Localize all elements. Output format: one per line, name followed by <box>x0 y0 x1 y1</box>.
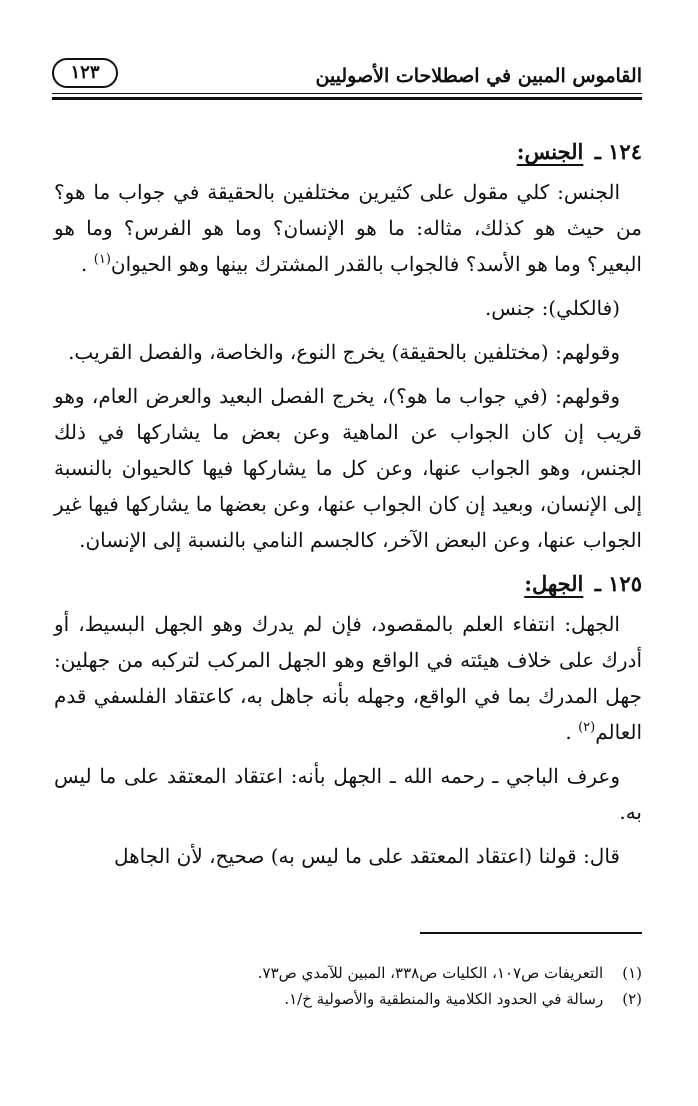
header-rule-thick <box>52 97 642 100</box>
paragraph: وقولهم: (في جواب ما هو؟)، يخرج الفصل البعيد والعرض العام، وهو قريب إن كان الجواب عن الماهية وعن بعض ما يشاركها في ذلك الجنس، وهو الجواب عنها، وعن كل ما يشاركها فيها كالحيوان بالنسبة إلى الإنسان، وبعيد إن كان الجواب عنها، وعن بعضها ما يشاركها فيها غير الجواب عنها، وعن البعض الآخر، كالجسم النامي بالنسبة إلى الإنسان. <box>54 384 642 552</box>
running-header <box>52 48 642 100</box>
running-title: القاموس المبين في اصطلاحات الأصوليين <box>315 65 642 87</box>
entry-heading-jahl <box>54 566 642 602</box>
footnote <box>54 960 642 986</box>
definition-paragraph: الجهل: انتفاء العلم بالمقصود، فإن لم يدرك وهو الجهل البسيط، أو أدرك على خلاف هيئته في الواقع وهو الجهل المركب لتركبه من جهلين: جهل المدرك بما في الواقع، وجهله بأنه جاهل به، كاعتقاد الفلسفي قدم العالم$^{(٢)}$ . <box>54 612 642 744</box>
entry-term: الجهل: <box>524 571 584 596</box>
paragraph: وعرف الباجي ـ رحمه الله ـ الجهل بأنه: اعتقاد المعتقد على ما ليس به. <box>54 764 642 824</box>
page-number-badge <box>52 58 118 88</box>
paragraph-text: الجهل: انتفاء العلم بالمقصود، فإن لم يدرك وهو الجهل البسيط، أو أدرك على خلاف هيئته في الواقع وهو الجهل المركب لتركبه من جهلين: جهل المدرك بما في الواقع، وجهله بأنه جاهل به، كاعتقاد الفلسفي قدم العالم <box>54 612 642 744</box>
footnote-marker: (١) <box>93 252 111 267</box>
page-number: ١٢٣ <box>70 62 100 83</box>
footnotes <box>54 960 642 1012</box>
entry-heading-jins <box>54 134 642 170</box>
footnote-text: رسالة في الحدود الكلامية والمنطقية والأصولية خ/١. <box>284 990 604 1008</box>
paragraph: وقولهم: (مختلفين بالحقيقة) يخرج النوع، والخاصة، والفصل القريب. <box>68 340 620 364</box>
entry-number: ١٢٥ ـ <box>594 571 642 596</box>
header-rule-thin <box>52 93 642 94</box>
page-content <box>54 134 642 882</box>
footnote-separator <box>420 932 642 934</box>
footnote-text: التعريفات ص١٠٧، الكليات ص٣٣٨، المبين للآمدي ص٧٣. <box>257 964 604 982</box>
paragraph-text: الجنس: كلي مقول على كثيرين مختلفين بالحقيقة في جواب ما هو؟ من حيث هو كذلك، مثاله: ما هو الإنسان؟ وما هو الفرس؟ وما هو البعير؟ وما هو الأسد؟ فالجواب بالقدر المشترك بينها وهو الحيوان <box>54 180 642 276</box>
paragraph: (فالكلي): جنس. <box>484 296 620 320</box>
entry-number: ١٢٤ ـ <box>594 139 642 164</box>
footnote-marker: (٢) <box>578 720 596 735</box>
footnote-number: (٢) <box>622 990 642 1008</box>
paragraph: قال: قولنا (اعتقاد المعتقد على ما ليس به) صحيح، لأن الجاهل <box>113 844 620 868</box>
entry-term: الجنس: <box>516 139 584 164</box>
footnote <box>54 986 642 1012</box>
definition-paragraph: الجنس: كلي مقول على كثيرين مختلفين بالحقيقة في جواب ما هو؟ من حيث هو كذلك، مثاله: ما هو الإنسان؟ وما هو الفرس؟ وما هو البعير؟ وما هو الأسد؟ فالجواب بالقدر المشترك بينها وهو الحيوان$^{(١)}$ . <box>54 180 642 276</box>
footnote-number: (١) <box>622 964 642 982</box>
